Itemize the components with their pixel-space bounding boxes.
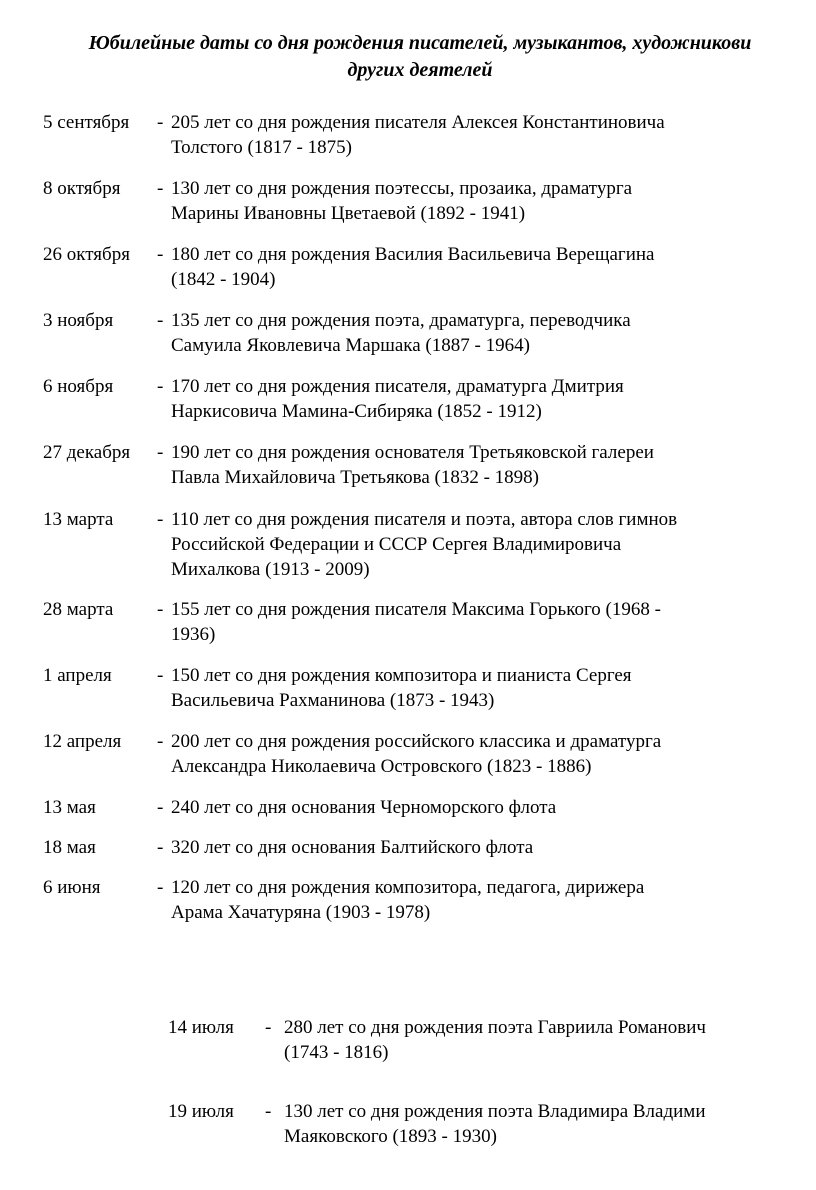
title-line-1: Юбилейные даты со дня рождения писателей, музыкантов, художникови [88,32,752,54]
list-item [0,176,816,242]
list-item [0,729,816,795]
entry-text [171,242,761,292]
entry-date: 3 ноября [43,310,114,331]
entry-text [171,875,761,925]
list-item [0,507,816,597]
entry-date: 6 июня [43,877,101,898]
entry-dash: - [157,509,164,530]
entry-line: Александра Николаевича Островского (1823 - 1886) [171,756,592,777]
list-item [0,875,816,935]
entry-line: Наркисовича Мамина-Сибиряка (1852 - 1912) [171,401,542,422]
entry-line: 320 лет со дня основания Балтийского флота [171,837,534,858]
entry-date: 8 октября [43,178,121,199]
entry-date: 27 декабря [43,442,131,463]
entry-line: 130 лет со дня рождения поэтессы, прозаика, драматурга [171,178,633,199]
entry-line: 280 лет со дня рождения поэта Гавриила Романович [284,1017,706,1038]
entry-line: 110 лет со дня рождения писателя и поэта, автора слов гимнов [171,509,678,530]
entry-dash: - [157,310,164,331]
entry-text [284,1099,816,1149]
entry-text [171,440,761,490]
entry-line: Толстого (1817 - 1875) [171,137,352,158]
entry-text [171,795,761,820]
entry-dash: - [157,665,164,686]
entry-line: 150 лет со дня рождения композитора и пианиста Сергея [171,665,632,686]
entry-date: 13 мая [43,797,96,818]
entry-line: Маяковского (1893 - 1930) [284,1126,497,1147]
entry-date: 18 мая [43,837,96,858]
list-item [0,1015,816,1099]
entry-date: 6 ноября [43,376,114,397]
entry-line: 180 лет со дня рождения Василия Васильевича Верещагина [171,244,655,265]
entry-dash: - [157,837,164,858]
entry-line: Российской Федерации и СССР Сергея Владимировича [171,534,622,555]
list-item [0,1099,816,1159]
entry-date: 26 октября [43,244,130,265]
entry-line: 155 лет со дня рождения писателя Максима Горького (1968 - [171,599,661,620]
entry-line: Васильевича Рахманинова (1873 - 1943) [171,690,495,711]
list-item [0,374,816,440]
entry-line: 240 лет со дня основания Черноморского флота [171,797,557,818]
entry-line: 135 лет со дня рождения поэта, драматурга, переводчика [171,310,631,331]
entry-text [171,729,761,779]
entry-date: 1 апреля [43,665,112,686]
entry-text [171,597,761,647]
entry-text [171,663,761,713]
entry-line: 170 лет со дня рождения писателя, драматурга Дмитрия [171,376,624,397]
list-item [0,795,816,835]
entry-date: 28 марта [43,599,114,620]
entry-text [171,374,761,424]
entry-dash: - [157,797,164,818]
entry-line: Самуила Яковлевича Маршака (1887 - 1964) [171,335,530,356]
entry-text [171,835,761,860]
entry-line: Павла Михайловича Третьякова (1832 - 1898) [171,467,539,488]
entry-line: 205 лет со дня рождения писателя Алексея Константиновича [171,112,665,133]
entry-text [284,1015,816,1065]
entry-line: 200 лет со дня рождения российского классика и драматурга [171,731,662,752]
entry-date: 13 марта [43,509,114,530]
entry-text [171,110,761,160]
entry-date: 14 июля [168,1017,234,1038]
title-line-2: других деятелей [347,59,493,81]
list-item [0,663,816,729]
entry-line: 190 лет со дня рождения основателя Третьяковской галереи [171,442,654,463]
entry-dash: - [157,244,164,265]
entry-dash: - [157,178,164,199]
entry-line: 1936) [171,624,216,645]
entry-line: Арама Хачатуряна (1903 - 1978) [171,902,431,923]
anniversary-list-continued [0,1015,816,1165]
anniversary-list [0,110,816,935]
entry-dash: - [157,376,164,397]
list-item [0,308,816,374]
entry-line: 130 лет со дня рождения поэта Владимира Владими [284,1101,706,1122]
entry-text [171,308,761,358]
entry-text [171,507,761,582]
entry-dash: - [157,731,164,752]
entry-dash: - [157,442,164,463]
entry-date: 5 сентября [43,112,130,133]
entry-date: 19 июля [168,1101,234,1122]
list-item [0,835,816,875]
list-item [0,242,816,308]
entry-dash: - [157,877,164,898]
entry-dash: - [157,112,164,133]
entry-dash: - [265,1101,272,1122]
list-item [0,110,816,176]
entry-dash: - [265,1017,272,1038]
entry-line: 120 лет со дня рождения композитора, педагога, дирижера [171,877,645,898]
entry-line: Марины Ивановны Цветаевой (1892 - 1941) [171,203,526,224]
entry-line: (1743 - 1816) [284,1042,389,1063]
entry-line: (1842 - 1904) [171,269,276,290]
document-title [40,30,800,84]
entry-date: 12 апреля [43,731,122,752]
list-item [0,440,816,507]
entry-text [171,176,761,226]
entry-dash: - [157,599,164,620]
list-item [0,597,816,663]
entry-line: Михалкова (1913 - 2009) [171,559,370,580]
